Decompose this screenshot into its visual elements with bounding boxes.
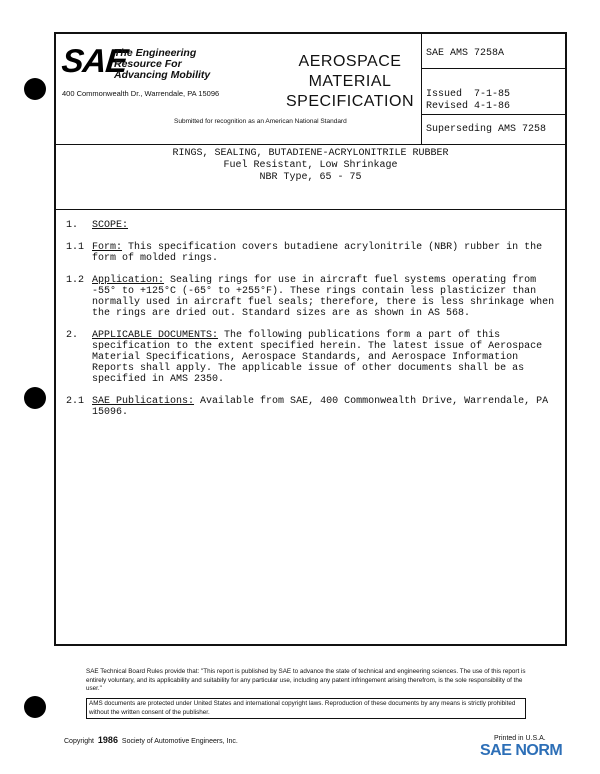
ams-number: SAE AMS 7258A (426, 48, 505, 59)
technical-board-rules: SAE Technical Board Rules provide that: "This report is published by SAE to advance the state of technical and engineering sciences. The use of this report is entirely voluntary, and its applicability and suitability for any particular use, including any patent infringement arising therefrom, is the sole responsibility of the user." (86, 668, 526, 692)
copyright-notice: AMS documents are protected under United States and international copyright laws. Reproduction of these documents by any means is strictly prohibited without the written consent of the publisher. (86, 698, 526, 719)
section-2-1: 2.1 SAE Publications: Available from SAE, 400 Commonwealth Drive, Warrendale, PA 15096. (66, 396, 549, 418)
header-divider (421, 34, 422, 144)
sae-address: 400 Commonwealth Dr., Warrendale, PA 15096 (62, 89, 220, 98)
ams-box-divider (421, 114, 567, 115)
document-title: RINGS, SEALING, BUTADIENE-ACRYLONITRILE RUBBER Fuel Resistant, Low Shrinkage NBR Type, 65 - 75 (172, 148, 449, 183)
section-1-2: 1.2 Application: Sealing rings for use in aircraft fuel systems operating from -55° to +125°C (-65° to +255°F). These rings contain less plasticizer than normally used in aircraft fuel seals; therefore, there is less shrinkage when the rings are dried out. Standard sizes are as shown in AS 568. (66, 275, 555, 319)
section-2: 2. APPLICABLE DOCUMENTS: The following publications form a part of this specification to the extent specified herein. The latest issue of Aerospace Material Specifications, Aerospace Standards, and Aerospace Information Reports shall apply. The applicable issue of other documents shall be as specified in AMS 2350. (66, 330, 543, 385)
punch-hole-bottom (24, 696, 46, 718)
ansi-note: Submitted for recognition as an American National Standard (174, 118, 347, 125)
section-1-1: 1.1 Form: This specification covers butadiene acrylonitrile (NBR) rubber in the form of molded rings. (66, 242, 543, 264)
sae-logo: SAE (60, 42, 129, 79)
document-frame (54, 32, 567, 646)
punch-hole-middle (24, 387, 46, 409)
punch-hole-top (24, 78, 46, 100)
header-rule (56, 144, 565, 145)
title-rule (56, 209, 565, 210)
document-body (66, 220, 561, 429)
superseding: Superseding AMS 7258 (426, 124, 547, 135)
document-type: AEROSPACE MATERIAL SPECIFICATION (286, 53, 414, 110)
sae-tagline: The Engineering Resource For Advancing Mobility (114, 47, 211, 81)
ams-box-divider (421, 68, 567, 69)
printed-in: Printed in U.S.A. (494, 735, 546, 742)
watermark: SAE NORM (480, 742, 563, 759)
issue-dates: Issued 7-1-85 Revised 4-1-86 (426, 89, 511, 112)
copyright-line: Copyright 1986 Society of Automotive Engineers, Inc. (64, 735, 238, 745)
section-1: 1. SCOPE: (66, 220, 129, 231)
